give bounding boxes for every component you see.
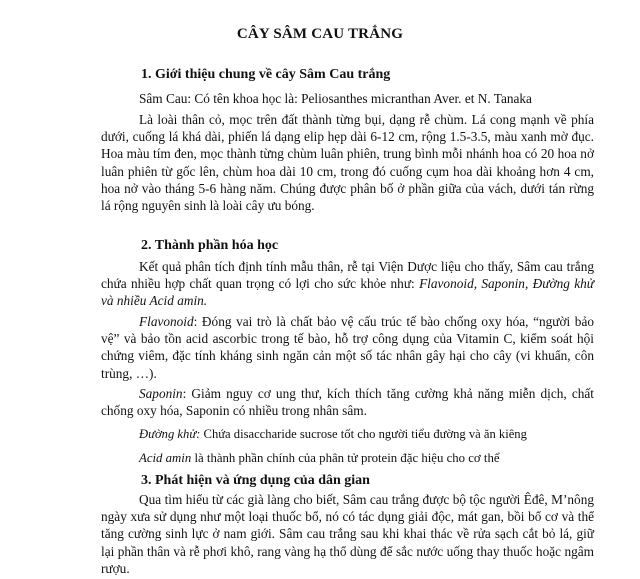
composition-intro-text: Kết quả phân tích định tính mẫu thân, rễ tại Viện Dược liệu cho thấy, Sâm cau trắng chứa nhiều hợp chất quan trọng có lợi cho sức khỏe như: bbox=[101, 259, 594, 292]
flavonoid-text: : Đóng vai trò là chất bảo vệ cấu trúc tế bào chống oxy hóa, “người bảo vệ” và bảo tồn acid ascorbic trong tế bào, hỗ trợ công dụng của Vitamin C, kiểm soát hội chứng viêm, đặc tính kháng sinh ngăn cản một số tác nhân gây hại cho cây (vi khuẩn, côn trùng, …). bbox=[101, 314, 594, 381]
folk-usage-paragraph bbox=[101, 491, 594, 577]
sugar-term: Đường khử: bbox=[139, 427, 201, 441]
description-text: Là loài thân cỏ, mọc trên đất thành từng bụi, dạng rễ chùm. Lá cong mạnh về phía dưới, cuống lá khá dài, phiến lá dạng elip hẹp dài 6-12 cm, rộng 1.5-3.5, màu xanh mờ đục. Hoa màu tím đen, mọc thành từng chùm luân phiên, trung bình mỗi nhánh hoa có 20 hoa nở luân phiên từ gốc lên, chùm hoa dài 10 cm, trong đó cuống cụm hoa dài khoảng hơn 4 cm, hoa nở vào tháng 5-6 hàng năm. Chúng được phân bố ở phần giữa của vách, dưới tán rừng lá rộng nguyên sinh là loài cây ưu bóng. bbox=[101, 112, 594, 214]
composition-intro-list: Flavonoid, Saponin, Đường khử và nhiều Acid amin. bbox=[101, 276, 594, 309]
amino-acid-line bbox=[139, 451, 500, 466]
sugar-text: Chứa disaccharide sucrose tốt cho người tiểu đường và ăn kiêng bbox=[200, 427, 527, 441]
saponin-text: : Giảm nguy cơ ung thư, kích thích tăng cường khả năng miễn dịch, chất chống oxy hóa, Saponin có nhiều trong nhân sâm. bbox=[101, 386, 594, 419]
section3-heading: 3. Phát hiện và ứng dụng của dân gian bbox=[141, 473, 370, 488]
folk-usage-text: Qua tìm hiểu từ các già làng cho biết, Sâm cau trắng được bộ tộc người Êđê, M’nông ngày xưa sử dụng như một loại thuốc bổ, nó có tác dụng giải độc, mát gan, bồi bổ cơ và thể tăng cường sinh lực ở nam giới. Sâm cau trắng sau khi khai thác về rửa sạch cắt bỏ lá, giữ lại phần thân và rễ phơi khô, rang vàng hạ thổ dùng để sắc nước uống thay thuốc hoặc ngâm rượu. bbox=[101, 492, 594, 576]
description-paragraph bbox=[101, 111, 594, 214]
saponin-term: Saponin bbox=[139, 386, 183, 401]
section1-heading: 1. Giới thiệu chung về cây Sâm Cau trắng bbox=[141, 67, 391, 82]
flavonoid-paragraph bbox=[101, 313, 594, 382]
acid-term: Acid amin bbox=[139, 451, 192, 465]
reducing-sugar-line bbox=[139, 427, 527, 442]
scientific-name-line: Sâm Cau: Có tên khoa học là: Peliosanthes micranthan Aver. et N. Tanaka bbox=[139, 91, 532, 106]
acid-text: là thành phần chính của phân tử protein đặc hiệu cho cơ thể bbox=[191, 451, 500, 465]
composition-intro-paragraph bbox=[101, 258, 594, 310]
flavonoid-term: Flavonoid bbox=[139, 314, 194, 329]
section2-heading: 2. Thành phần hóa học bbox=[141, 238, 279, 253]
saponin-paragraph bbox=[101, 385, 594, 419]
document-title: CÂY SÂM CAU TRẮNG bbox=[236, 26, 404, 42]
